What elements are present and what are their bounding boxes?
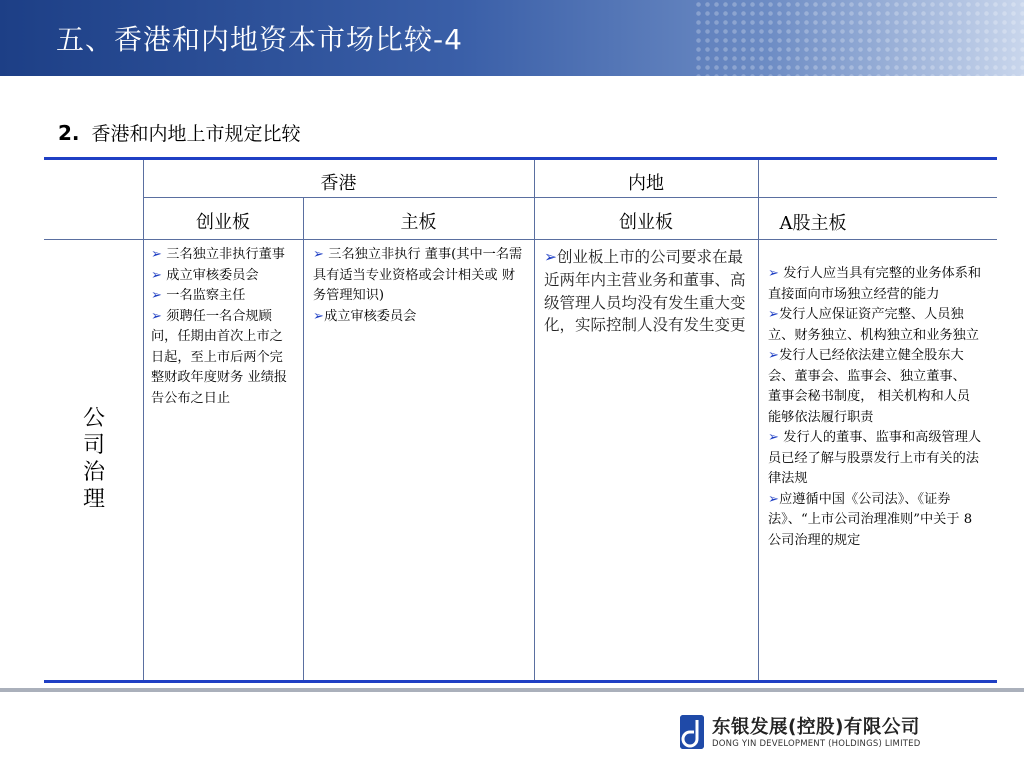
bullet-item bbox=[313, 307, 525, 328]
cell-hk-gem bbox=[151, 245, 293, 409]
arrow-bullet-icon: ➢ bbox=[313, 247, 325, 262]
row-label-char: 公 bbox=[82, 406, 105, 431]
title-bar bbox=[0, 0, 1024, 76]
bullet-text: 须聘任一名合规顾问，任期由首次上市之日起，至上市后两个完 整财政年度财务 业绩报告公布之日止 bbox=[151, 308, 288, 406]
cell-cn-gem bbox=[544, 246, 749, 337]
company-name-en: DONG YIN DEVELOPMENT (HOLDINGS) LIMITED bbox=[712, 739, 921, 749]
footer-divider bbox=[0, 688, 1024, 692]
bullet-item bbox=[313, 245, 525, 307]
row-label-char: 理 bbox=[82, 487, 105, 512]
bullet-item bbox=[768, 346, 982, 428]
slide-subtitle bbox=[58, 119, 301, 146]
header-hk-main: 主板 bbox=[400, 212, 437, 233]
header-bottom-line bbox=[44, 239, 997, 240]
col-line-3 bbox=[534, 160, 535, 680]
bullet-text: 应遵循中国《公司法》、《证券 法》、“上市公司治理准则”中关于 8公司治理的规定 bbox=[768, 491, 973, 548]
col-line-2 bbox=[303, 197, 304, 680]
bullet-text: 发行人的董事、监事和高级管理人员已经了解与股票发行上市有关的法律法规 bbox=[768, 430, 982, 486]
cell-cn-main bbox=[768, 264, 982, 551]
arrow-bullet-icon: ➢ bbox=[313, 308, 325, 324]
company-logo bbox=[680, 713, 980, 757]
row-label-corporate-governance bbox=[44, 405, 144, 513]
company-name-cn: 东银发展(控股)有限公司 bbox=[712, 717, 920, 738]
bullet-item bbox=[151, 286, 293, 307]
arrow-bullet-icon: ➢ bbox=[768, 491, 780, 507]
row-label-char: 治 bbox=[82, 460, 105, 485]
header-cn-main: A股主板 bbox=[779, 213, 847, 234]
slide-title: 五、香港和内地资本市场比较-4 bbox=[56, 23, 463, 56]
table-top-rule bbox=[44, 157, 997, 160]
title-bar-pattern bbox=[694, 0, 1024, 76]
bullet-item bbox=[768, 490, 982, 552]
logo-mark-icon bbox=[680, 715, 704, 749]
cell-hk-main bbox=[313, 245, 525, 327]
arrow-bullet-icon: ➢ bbox=[151, 267, 163, 283]
header-hongkong: 香港 bbox=[320, 173, 357, 194]
arrow-bullet-icon: ➢ bbox=[768, 266, 780, 281]
header-cn-gem: 创业板 bbox=[619, 212, 673, 233]
bullet-item bbox=[768, 428, 982, 490]
bullet-item bbox=[151, 307, 293, 410]
arrow-bullet-icon: ➢ bbox=[544, 248, 557, 266]
arrow-bullet-icon: ➢ bbox=[151, 247, 163, 262]
bullet-text: 发行人应当具有完整的业务体系和直接面向市场独立经营的能力 bbox=[768, 266, 982, 302]
bullet-text: 一名监察主任 bbox=[166, 288, 246, 303]
arrow-bullet-icon: ➢ bbox=[768, 348, 780, 363]
bullet-text: 发行人应保证资产完整、人员独立、财务独立、机构独立和业务独立 bbox=[768, 307, 979, 343]
header-divider bbox=[143, 197, 997, 198]
bullet-text: 三名独立非执行 董事(其中一名需 具有适当专业资格或会计相关或 财务管理知识) bbox=[313, 247, 523, 303]
header-mainland: 内地 bbox=[628, 173, 664, 194]
header-hk-gem: 创业板 bbox=[196, 212, 250, 233]
bullet-item bbox=[544, 246, 749, 337]
row-label-char: 司 bbox=[82, 433, 105, 458]
bullet-item bbox=[768, 305, 982, 346]
arrow-bullet-icon: ➢ bbox=[768, 307, 780, 322]
arrow-bullet-icon: ➢ bbox=[151, 288, 163, 303]
table-bottom-rule bbox=[44, 680, 997, 683]
arrow-bullet-icon: ➢ bbox=[151, 308, 163, 324]
bullet-item bbox=[151, 266, 293, 287]
bullet-text: 成立审核委员会 bbox=[166, 267, 259, 283]
bullet-text: 成立审核委员会 bbox=[324, 308, 417, 324]
bullet-item bbox=[768, 264, 982, 305]
subtitle-text: 香港和内地上市规定比较 bbox=[91, 123, 301, 145]
bullet-text: 创业板上市的公司要求在最近两年内主营业务和董事、高级管理人员均没有发生重大变化，实际控制人没有发生变更 bbox=[544, 248, 746, 335]
subtitle-number: 2. bbox=[58, 121, 80, 145]
company-logo-icon bbox=[680, 715, 704, 749]
bullet-text: 三名独立非执行董事 bbox=[166, 247, 285, 262]
arrow-bullet-icon: ➢ bbox=[768, 430, 780, 445]
bullet-item bbox=[151, 245, 293, 266]
bullet-text: 发行人已经依法建立健全股东大会、董事会、监事会、独立董事、 董事会秘书制度， 相关机构和人员能够依法履行职责 bbox=[768, 348, 971, 425]
col-line-4 bbox=[758, 160, 759, 680]
